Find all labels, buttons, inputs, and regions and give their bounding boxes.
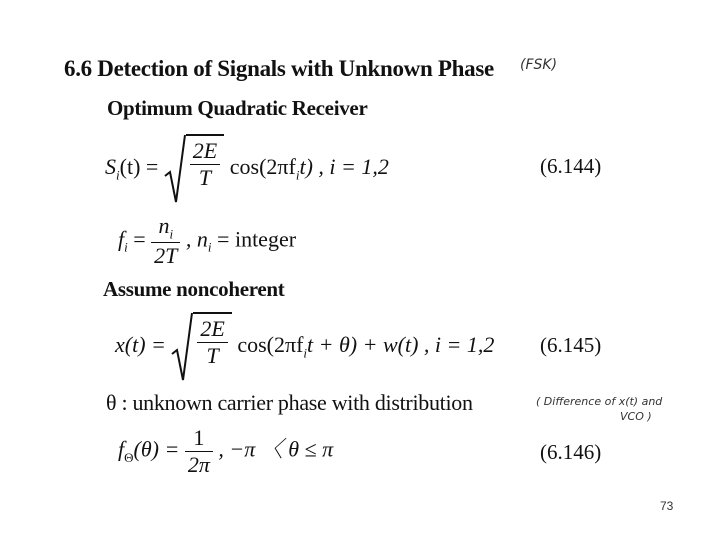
assumption-text: Assume noncoherent xyxy=(103,277,285,301)
title-handwritten-note: (FSK) xyxy=(520,57,558,73)
theta-handwritten-note-2: VCO ) xyxy=(620,410,652,423)
equation-6-144: $S_i(t)$ = $\frac{2E}{T}$ $\cos(2\pi f_it)$ , i = 1,2 xyxy=(105,134,389,204)
sqrt-symbol: $\frac{2E}{T}$ xyxy=(164,134,224,204)
equation-label-6-145: (6.145) xyxy=(540,333,602,357)
subtitle: Optimum Quadratic Receiver xyxy=(107,96,368,120)
theta-description: θ : unknown carrier phase with distribution xyxy=(106,390,473,415)
sqrt-symbol: $\frac{2E}{T}$ xyxy=(171,312,231,382)
theta-handwritten-note: ( Difference of x(t) and xyxy=(536,395,663,408)
equation-label-6-144: (6.144) xyxy=(540,154,602,178)
equation-6-146: $f_\Theta(\theta)$ = $\frac{1}{2\pi}$ , −π 〈 θ ≤ π xyxy=(118,425,334,477)
slide-title: 6.6 Detection of Signals with Unknown Phase xyxy=(64,56,494,81)
equation-label-6-146: (6.146) xyxy=(540,440,602,464)
page-number: 73 xyxy=(660,499,674,513)
equation-6-145: x(t) = $\frac{2E}{T}$ $\cos(2\pi f_it + \theta) + w(t)$ , i = 1,2 xyxy=(115,312,494,382)
equation-frequency: $f_i$ = $\frac{n_i}{2T}$ , $n_i$ = integer xyxy=(118,213,297,269)
